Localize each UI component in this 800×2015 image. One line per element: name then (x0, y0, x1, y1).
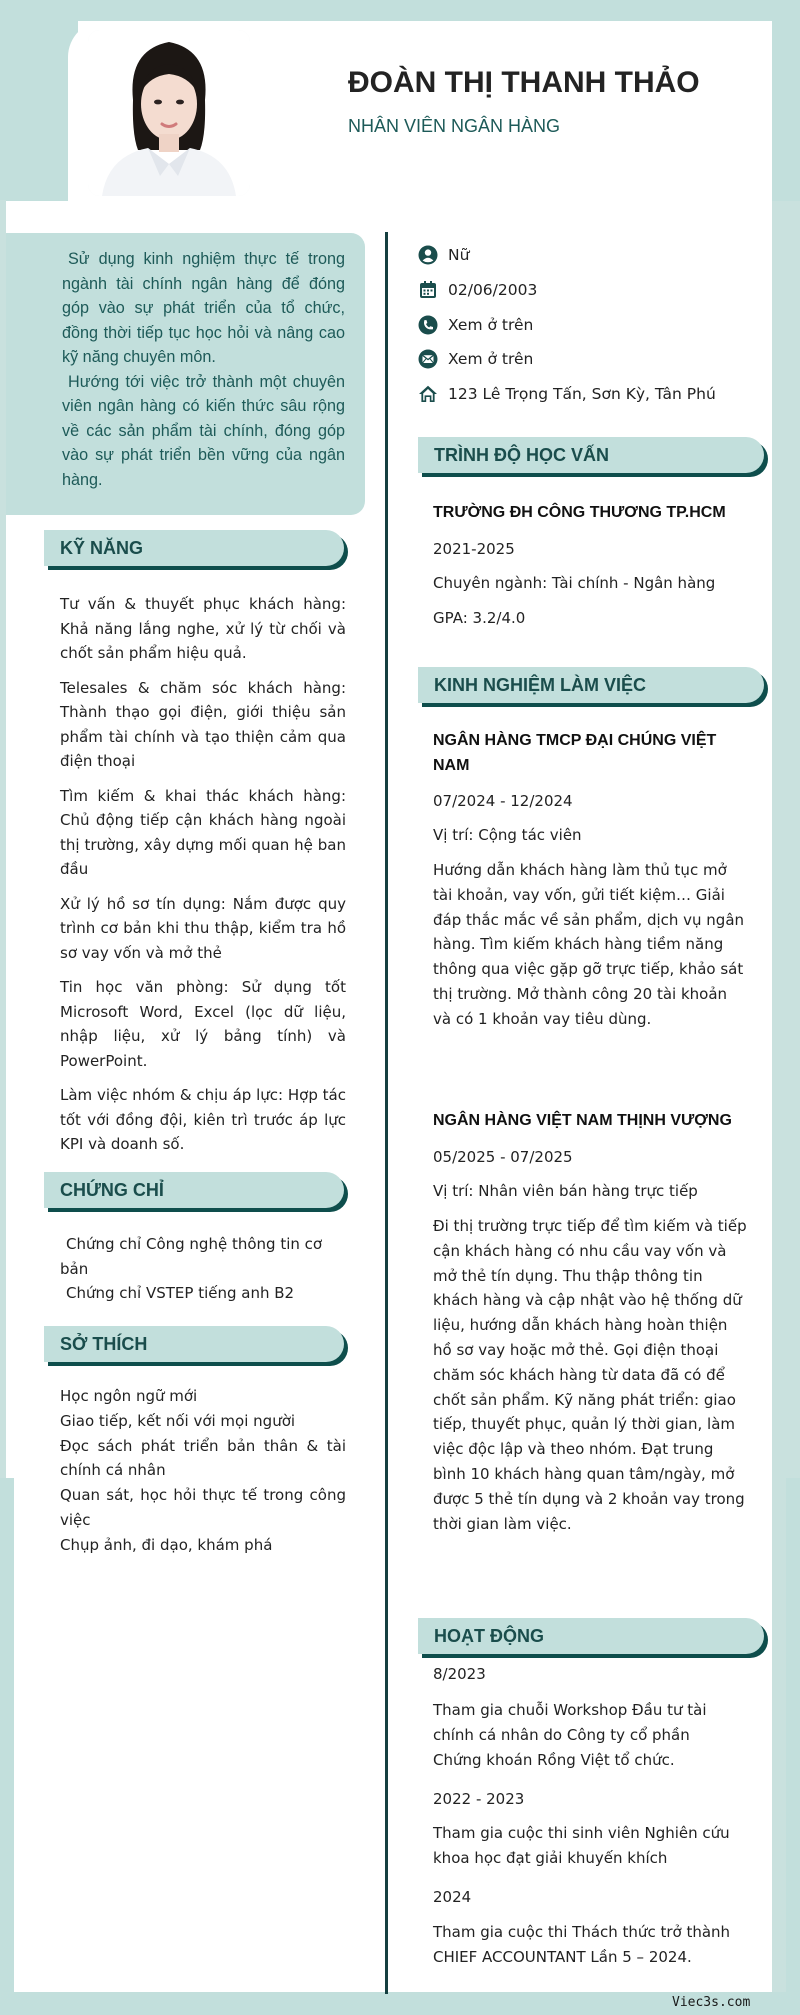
objective-paragraph: Hướng tới việc trở thành một chuyên viên ngân hàng có kiến thức sâu rộng về các sản phẩm tài chính, đóng góp vào sự phát triển bền vững của ngân hàng. (62, 372, 345, 489)
job-company: NGÂN HÀNG VIỆT NAM THỊNH VƯỢNG (433, 1112, 732, 1129)
job-position: Vị trí: Nhân viên bán hàng trực tiếp (433, 1182, 698, 1200)
activity-text: Tham gia cuộc thi sinh viên Nghiên cứu khoa học đạt giải khuyến khích (433, 1824, 730, 1867)
education-major: Chuyên ngành: Tài chính - Ngân hàng (433, 574, 716, 592)
skill-item: Tin học văn phòng: Sử dụng tốt Microsoft Word, Excel (lọc dữ liệu, nhập liệu, xử lý bảng tính) và PowerPoint. (60, 978, 346, 1070)
job-description: Hướng dẫn khách hàng làm thủ tục mở tài khoản, vay vốn, gửi tiết kiệm… Giải đáp thắc mắc về sản phẩm, dịch vụ ngân hàng. Tìm kiếm khách hàng tiềm năng thông qua việc gặp gỡ trực tiếp, khảo sát thị trường. Mở thành công 20 tài khoản và có 1 khoản vay tiêu dùng. (433, 861, 745, 1028)
job-period: 07/2024 - 12/2024 (433, 792, 573, 810)
activity-date: 2022 - 2023 (433, 1790, 525, 1808)
left-bottom-band (0, 1478, 14, 1998)
contact-email (418, 347, 533, 371)
job-period: 05/2025 - 07/2025 (433, 1148, 573, 1166)
activity-date: 2024 (433, 1888, 472, 1906)
user-icon (418, 245, 438, 265)
contact-phone (418, 313, 533, 337)
job-description: Đi thị trường trực tiếp để tìm kiếm và tiếp cận khách hàng có nhu cầu vay vốn và mở thẻ tín dụng. Thu thập thông tin khách hàng và cập nhật vào hệ thống dữ liệu, hướng dẫn khách hàng hoàn thiện hồ sơ vay hoặc mở thẻ. Gọi điện thoại chăm sóc khách hàng từ data đã có để chốt sản phẩm. Kỹ năng phát triển: giao tiếp, thuyết phục, quản lý thời gian, làm việc độc lập và theo nhóm. Đạt trung bình 10 khách hàng quan tâm/ngày, mở được 5 thẻ tín dụng và 2 khoản vay trong thời gian làm việc. (433, 1217, 747, 1533)
activity-text: Tham gia chuỗi Workshop Đầu tư tài chính cá nhân do Công ty cổ phần Chứng khoán Rồng Việt tổ chức. (433, 1701, 707, 1769)
education-heading: TRÌNH ĐỘ HỌC VẤN (418, 437, 764, 473)
hobby-item: Đọc sách phát triển bản thân & tài chính cá nhân (60, 1436, 346, 1480)
right-bottom-band (786, 1478, 800, 1998)
job-position: Vị trí: Cộng tác viên (433, 826, 582, 844)
activities-heading: HOẠT ĐỘNG (418, 1618, 764, 1654)
school-name: TRƯỜNG ĐH CÔNG THƯƠNG TP.HCM (433, 504, 726, 521)
activity-date: 8/2023 (433, 1665, 486, 1683)
hobbies-heading: SỞ THÍCH (44, 1326, 344, 1362)
contact-address (418, 382, 716, 406)
certificate-item: Chứng chỉ Công nghệ thông tin cơ bản (60, 1235, 323, 1278)
home-icon (418, 384, 438, 404)
birthday-value: 02/06/2003 (448, 281, 538, 299)
skills-heading: KỸ NĂNG (44, 530, 344, 566)
column-divider (385, 232, 388, 1994)
watermark: Viec3s.com (672, 1995, 751, 2010)
full-name: ĐOÀN THỊ THANH THẢO (348, 66, 700, 99)
certificates-list (60, 1232, 350, 1306)
portrait-image (88, 30, 250, 196)
job-company: NGÂN HÀNG TMCP ĐẠI CHÚNG VIỆT NAM (433, 732, 717, 774)
contact-gender (418, 243, 469, 267)
calendar-icon (418, 280, 438, 300)
objective-paragraph: Sử dụng kinh nghiệm thực tế trong ngành tài chính ngân hàng để đóng góp vào sự phát triển của tổ chức, đồng thời tiếp tục học hỏi và nâng cao kỹ năng chuyên môn. (62, 250, 345, 366)
hobby-item: Học ngôn ngữ mới (60, 1387, 198, 1405)
activity-text: Tham gia cuộc thi Thách thức trở thành CHIEF ACCOUNTANT Lần 5 – 2024. (433, 1923, 731, 1966)
hobby-item: Quan sát, học hỏi thực tế trong công việc (60, 1486, 346, 1529)
certificate-item: Chứng chỉ VSTEP tiếng anh B2 (66, 1284, 295, 1302)
phone-value: Xem ở trên (448, 316, 534, 334)
skill-item: Telesales & chăm sóc khách hàng: Thành thạo gọi điện, giới thiệu sản phẩm tài chính và tạo thiện cảm qua điện thoại (60, 678, 346, 770)
experience-heading: KINH NGHIỆM LÀM VIỆC (418, 667, 764, 703)
certificates-heading: CHỨNG CHỈ (44, 1172, 344, 1208)
phone-icon (418, 315, 438, 335)
career-objective (6, 233, 365, 515)
hobby-item: Giao tiếp, kết nối với mọi người (60, 1411, 296, 1430)
skill-item: Làm việc nhóm & chịu áp lực: Hợp tác tốt với đồng đội, kiên trì trước áp lực KPI và doanh số. (60, 1086, 346, 1153)
address-value: 123 Lê Trọng Tấn, Sơn Kỳ, Tân Phú (448, 385, 716, 403)
skill-item: Xử lý hồ sơ tín dụng: Nắm được quy trình cơ bản khi thu thập, kiểm tra hồ sơ vay vốn và mở thẻ (60, 894, 346, 962)
skills-list (60, 592, 346, 1167)
education-gpa: GPA: 3.2/4.0 (433, 609, 526, 627)
gender-value: Nữ (448, 246, 470, 264)
hobby-item: Chụp ảnh, đi dạo, khám phá (60, 1535, 273, 1554)
hobbies-list (60, 1384, 346, 1558)
skill-item: Tư vấn & thuyết phục khách hàng: Khả năng lắng nghe, xử lý từ chối và chốt sản phẩm hiệu quả. (60, 595, 346, 662)
skill-item: Tìm kiếm & khai thác khách hàng: Chủ động tiếp cận khách hàng ngoài thị trường, xây dựng mối quan hệ ban đầu (60, 786, 346, 878)
job-title: NHÂN VIÊN NGÂN HÀNG (348, 116, 561, 136)
envelope-icon (418, 349, 438, 369)
avatar (88, 30, 250, 196)
contact-birthday (418, 278, 537, 302)
education-period: 2021-2025 (433, 540, 515, 558)
right-header-band (772, 21, 800, 201)
email-value: Xem ở trên (448, 350, 534, 368)
